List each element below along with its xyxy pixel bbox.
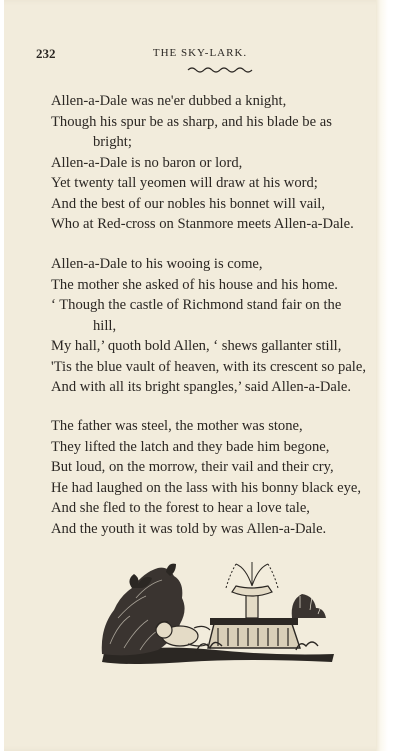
verse-line-continuation: bright; [93, 134, 132, 150]
woodcut-vignette [96, 558, 336, 668]
book-page [4, 0, 388, 751]
verse-line: And the youth it was told by was Allen-a-Dale. [51, 520, 327, 537]
ornament-icon [186, 66, 256, 74]
stanza-1 [51, 91, 382, 235]
verse-line: The father was steel, the mother was stone, [51, 418, 303, 434]
verse-line-continuation: hill, [93, 317, 117, 334]
verse-line: They lifted the latch and they bade him begone, [51, 438, 330, 455]
verse-line: Yet twenty tall yeomen will draw at his word; [51, 175, 318, 191]
verse-line: And the best of our nobles his bonnet will vail, [51, 195, 326, 212]
running-head [36, 46, 364, 62]
verse-line: My hall,’ quoth bold Allen, ‘ shews gallanter still, [51, 338, 342, 354]
verse-line: Allen-a-Dale is no baron or lord, [51, 154, 243, 171]
verse-line: But loud, on the morrow, their vail and their cry, [51, 459, 334, 475]
stanza-3 [51, 416, 382, 539]
verse-line: ‘ Though the castle of Richmond stand fair on the [51, 297, 342, 313]
verse-line: Who at Red-cross on Stanmore meets Allen-a-Dale. [51, 216, 354, 232]
verse-line: The mother she asked of his house and his home. [51, 276, 338, 293]
page-number: 232 [36, 46, 56, 61]
verse-line: Allen-a-Dale was ne'er dubbed a knight, [51, 93, 287, 109]
verse-line: And she fled to the forest to hear a love tale, [51, 500, 310, 516]
stanza-2 [51, 254, 382, 398]
verse-line: And with all its bright spangles,’ said Allen-a-Dale. [51, 379, 352, 395]
verse-line: Allen-a-Dale to his wooing is come, [51, 256, 263, 272]
verse-line: Though his spur be as sharp, and his blade be as [51, 113, 332, 130]
verse-line: 'Tis the blue vault of heaven, with its crescent so pale, [51, 358, 366, 375]
running-title: THE SKY-LARK. [152, 47, 248, 59]
verse-line: He had laughed on the lass with his bonny black eye, [51, 479, 362, 496]
